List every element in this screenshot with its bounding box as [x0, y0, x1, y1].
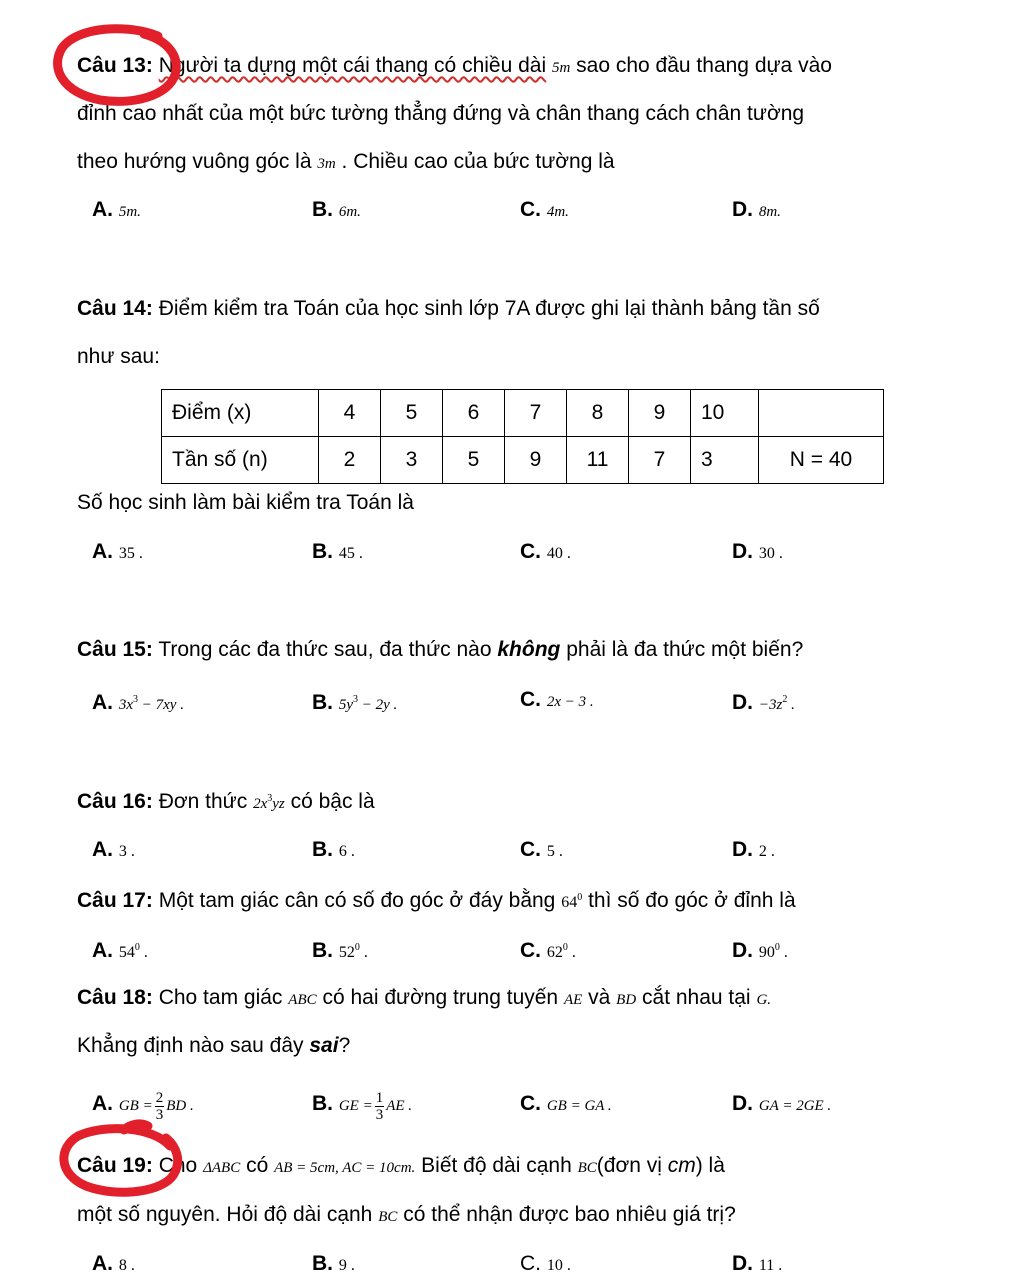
- q14-option-b[interactable]: [312, 538, 363, 568]
- q17-option-c[interactable]: [520, 934, 576, 967]
- option-value: 10 .: [546, 1257, 571, 1274]
- option-value: 8m.: [758, 204, 781, 220]
- option-label: B.: [312, 838, 333, 861]
- table-cell: 10: [691, 390, 759, 437]
- red-circle-annotation-q19: [52, 1118, 192, 1204]
- option-value: 54: [118, 944, 135, 961]
- option-expr-post: .: [787, 697, 795, 713]
- q17-angle: 64: [561, 894, 578, 911]
- table-cell: 3: [381, 437, 443, 484]
- table-cell: 2: [319, 437, 381, 484]
- option-label: C.: [520, 838, 541, 861]
- table-cell: 11: [567, 437, 629, 484]
- q18-line2: [77, 1033, 350, 1059]
- option-expr-sup: 3: [353, 694, 359, 705]
- q17-label: Câu 17:: [77, 889, 153, 912]
- option-value: 52: [338, 944, 355, 961]
- q13-option-d[interactable]: [732, 196, 781, 226]
- q13-text2: sao cho đầu thang dựa vào: [576, 54, 832, 77]
- fraction-numerator: 2: [155, 1090, 164, 1107]
- option-expr-post: AE .: [386, 1098, 413, 1114]
- option-label: D.: [732, 540, 753, 563]
- q17-line1: [77, 885, 796, 916]
- q19-line2a: một số nguyên. Hỏi độ dài cạnh: [77, 1203, 373, 1226]
- option-value: 45 .: [338, 545, 363, 562]
- option-expr-pre: 5y: [338, 697, 354, 713]
- table-cell-total: N = 40: [759, 437, 884, 484]
- q15-option-b[interactable]: [312, 686, 397, 719]
- q13-option-c[interactable]: [520, 196, 569, 226]
- option-expr-pre: GB = GA .: [546, 1098, 612, 1114]
- q18-option-d[interactable]: [732, 1090, 831, 1120]
- q15-option-a[interactable]: [92, 686, 184, 719]
- option-label: A.: [92, 540, 113, 563]
- q16-options: [92, 836, 992, 864]
- q18-triangle: ABC: [288, 992, 317, 1008]
- table-cell: 6: [443, 390, 505, 437]
- option-expr-pre: 3x: [118, 697, 134, 713]
- q13-text1: Người ta dựng một cái thang có chiều dài: [158, 54, 547, 77]
- q14-option-d[interactable]: [732, 538, 783, 568]
- q18-line1: [77, 985, 771, 1013]
- q14-option-c[interactable]: [520, 538, 571, 568]
- option-label: B.: [312, 1252, 333, 1275]
- q17-text2: thì số đo góc ở đỉnh là: [588, 889, 796, 912]
- option-expr-pre: −3z: [758, 697, 783, 713]
- q16-option-c[interactable]: [520, 836, 563, 866]
- option-label: B.: [312, 939, 333, 962]
- q19-text1: Cho: [158, 1154, 198, 1177]
- option-post: .: [779, 944, 788, 961]
- table-cell: [759, 390, 884, 437]
- red-circle-annotation-q13: [48, 22, 188, 108]
- table-cell: 5: [443, 437, 505, 484]
- q13-distance: 3m: [317, 156, 336, 172]
- q15-text1: Trong các đa thức sau, đa thức nào: [158, 638, 492, 661]
- option-expr-pre: GB =: [118, 1098, 153, 1114]
- frequency-table: [161, 389, 884, 484]
- q19-bc2: BC: [378, 1209, 398, 1225]
- option-value: 11 .: [758, 1257, 783, 1274]
- q19-text2: có: [246, 1154, 269, 1177]
- q19-unit: cm: [667, 1154, 696, 1177]
- option-value: 90: [758, 944, 775, 961]
- option-label: D.: [732, 1252, 753, 1275]
- option-expr-sup: 2: [782, 694, 788, 705]
- fraction-denominator: 3: [155, 1107, 164, 1124]
- option-post: .: [567, 944, 576, 961]
- option-label: D.: [732, 1092, 753, 1115]
- q18-line2a: Khẳng định nào sau đây: [77, 1034, 304, 1057]
- q16-option-a[interactable]: [92, 836, 135, 866]
- option-degree: 0: [354, 942, 360, 953]
- option-expr-pre: GE =: [338, 1098, 373, 1114]
- option-value: 3 .: [118, 843, 135, 860]
- option-label: A.: [92, 939, 113, 962]
- option-label: C.: [520, 540, 541, 563]
- q19-triangle: ΔABC: [203, 1160, 241, 1176]
- q19-text3: Biết độ dài cạnh: [421, 1154, 572, 1177]
- option-label: A.: [92, 1252, 113, 1275]
- q18-text2: có hai đường trung tuyến: [322, 986, 559, 1009]
- q17-option-a[interactable]: [92, 934, 148, 967]
- q15-line1: [77, 637, 803, 663]
- q18-point: G.: [756, 992, 772, 1008]
- q16-line1: [77, 786, 375, 817]
- table-cell: 7: [505, 390, 567, 437]
- q18-emphasis: sai: [309, 1034, 339, 1057]
- q16-option-b[interactable]: [312, 836, 355, 866]
- option-expr-pre: GA = 2GE .: [758, 1098, 832, 1114]
- q18-text1: Cho tam giác: [158, 986, 283, 1009]
- q15-options: [92, 686, 992, 714]
- q16-option-d[interactable]: [732, 836, 775, 866]
- q18-option-b[interactable]: [312, 1090, 412, 1123]
- q19-label: Câu 19:: [77, 1154, 153, 1177]
- q19-text5: ) là: [695, 1154, 725, 1177]
- option-value: 6m.: [338, 204, 361, 220]
- option-label: C.: [520, 688, 541, 711]
- q14-label: Câu 14:: [77, 297, 153, 320]
- q15-option-d[interactable]: [732, 686, 795, 719]
- q15-label: Câu 15:: [77, 638, 153, 661]
- option-label: C.: [520, 1252, 541, 1275]
- table-cell: 7: [629, 437, 691, 484]
- option-label: D.: [732, 939, 753, 962]
- option-expr-sup: 3: [133, 694, 139, 705]
- q14-option-a[interactable]: [92, 538, 143, 568]
- option-post: .: [359, 944, 368, 961]
- q18-text3: và: [588, 986, 611, 1009]
- q13-option-a[interactable]: [92, 196, 141, 226]
- option-value: 9 .: [338, 1257, 355, 1274]
- option-value: 5 .: [546, 843, 563, 860]
- q13-label: Câu 13:: [77, 54, 153, 77]
- option-value: 4m.: [546, 204, 569, 220]
- q18-median1: AE: [563, 992, 583, 1008]
- table-header-frequency: Tần số (n): [162, 437, 319, 484]
- option-value: 5m.: [118, 204, 141, 220]
- option-label: A.: [92, 198, 113, 221]
- q14-options: [92, 538, 992, 566]
- q19-option-d[interactable]: [732, 1250, 782, 1280]
- q16-monomial-sup: 3: [267, 793, 273, 804]
- q13-line3a: theo hướng vuông góc là: [77, 150, 312, 173]
- option-label: D.: [732, 838, 753, 861]
- option-label: C.: [520, 1092, 541, 1115]
- q16-monomial-post: yz: [272, 796, 285, 812]
- q19-option-b[interactable]: [312, 1250, 355, 1280]
- option-expr-post: − 7xy .: [138, 697, 184, 713]
- q19-sides: AB = 5cm, AC = 10cm.: [274, 1160, 416, 1176]
- q19-line2b: có thể nhận được bao nhiêu giá trị?: [403, 1203, 736, 1226]
- q15-text2: phải là đa thức một biến?: [566, 638, 804, 661]
- option-value: 40 .: [546, 545, 571, 562]
- option-value: 30 .: [758, 545, 783, 562]
- q16-text1: Đơn thức: [158, 790, 248, 813]
- q17-option-b[interactable]: [312, 934, 368, 967]
- q13-line1: [77, 53, 832, 81]
- option-value: 6 .: [338, 843, 355, 860]
- table-row-frequency: [162, 437, 884, 484]
- table-cell: 4: [319, 390, 381, 437]
- option-label: A.: [92, 1092, 113, 1115]
- option-degree: 0: [562, 942, 568, 953]
- option-post: .: [139, 944, 148, 961]
- option-degree: 0: [774, 942, 780, 953]
- q16-text2: có bậc là: [290, 790, 375, 813]
- q13-options: [92, 196, 992, 224]
- q19-option-a[interactable]: [92, 1250, 135, 1280]
- table-cell: 9: [505, 437, 567, 484]
- q18-text4: cắt nhau tại: [642, 986, 751, 1009]
- q16-monomial-pre: 2x: [253, 796, 268, 812]
- q18-options: [92, 1090, 992, 1124]
- option-value: 35 .: [118, 545, 143, 562]
- q18-median2: BD: [616, 992, 637, 1008]
- table-header-score: Điểm (x): [162, 390, 319, 437]
- q19-bc: BC: [577, 1160, 597, 1176]
- q13-option-b[interactable]: [312, 196, 361, 226]
- option-label: B.: [312, 540, 333, 563]
- fraction: [375, 1090, 385, 1123]
- table-cell: 8: [567, 390, 629, 437]
- option-value: 62: [546, 944, 563, 961]
- q17-option-d[interactable]: [732, 934, 788, 967]
- table-cell: 3: [691, 437, 759, 484]
- table-row-scores: [162, 390, 884, 437]
- q14-text1: Điểm kiểm tra Toán của học sinh lớp 7A được ghi lại thành bảng tần số: [158, 297, 820, 320]
- option-expr-post: BD .: [166, 1098, 194, 1114]
- q13-line3b: . Chiều cao của bức tường là: [341, 150, 615, 173]
- q13-line3: [77, 149, 615, 177]
- table-cell: 5: [381, 390, 443, 437]
- q18-option-c[interactable]: [520, 1090, 612, 1120]
- option-degree: 0: [134, 942, 140, 953]
- option-label: A.: [92, 838, 113, 861]
- q15-emphasis: không: [497, 638, 561, 661]
- option-label: A.: [92, 691, 113, 714]
- option-value: 8 .: [118, 1257, 135, 1274]
- option-label: B.: [312, 198, 333, 221]
- q19-line2: [77, 1202, 736, 1230]
- fraction-denominator: 3: [375, 1107, 384, 1124]
- q17-text1: Một tam giác cân có số đo góc ở đáy bằng: [158, 889, 556, 912]
- q18-line2b: ?: [338, 1034, 351, 1057]
- option-expr-pre: 2x − 3 .: [546, 694, 594, 710]
- q14-question: Số học sinh làm bài kiểm tra Toán là: [77, 491, 414, 514]
- q13-length: 5m: [551, 60, 571, 76]
- q19-text4: (đơn vị: [596, 1154, 662, 1177]
- table-cell: 9: [629, 390, 691, 437]
- q17-options: [92, 934, 992, 962]
- option-label: C.: [520, 939, 541, 962]
- q13-line2: đỉnh cao nhất của một bức tường thẳng đứng và chân thang cách chân tường: [77, 102, 805, 125]
- q16-label: Câu 16:: [77, 790, 153, 813]
- option-value: 2 .: [758, 843, 775, 860]
- q15-option-c[interactable]: [520, 686, 594, 716]
- option-label: D.: [732, 691, 753, 714]
- q19-options: [92, 1250, 992, 1278]
- option-label: B.: [312, 1092, 333, 1115]
- option-label: C.: [520, 198, 541, 221]
- q17-degree: 0: [577, 892, 583, 903]
- q14-line1: [77, 296, 820, 322]
- q18-label: Câu 18:: [77, 986, 153, 1009]
- q19-option-c[interactable]: [520, 1250, 571, 1280]
- fraction-numerator: 1: [375, 1090, 384, 1107]
- q14-line2: như sau:: [77, 345, 160, 368]
- option-label: D.: [732, 198, 753, 221]
- option-expr-post: − 2y .: [358, 697, 398, 713]
- option-label: B.: [312, 691, 333, 714]
